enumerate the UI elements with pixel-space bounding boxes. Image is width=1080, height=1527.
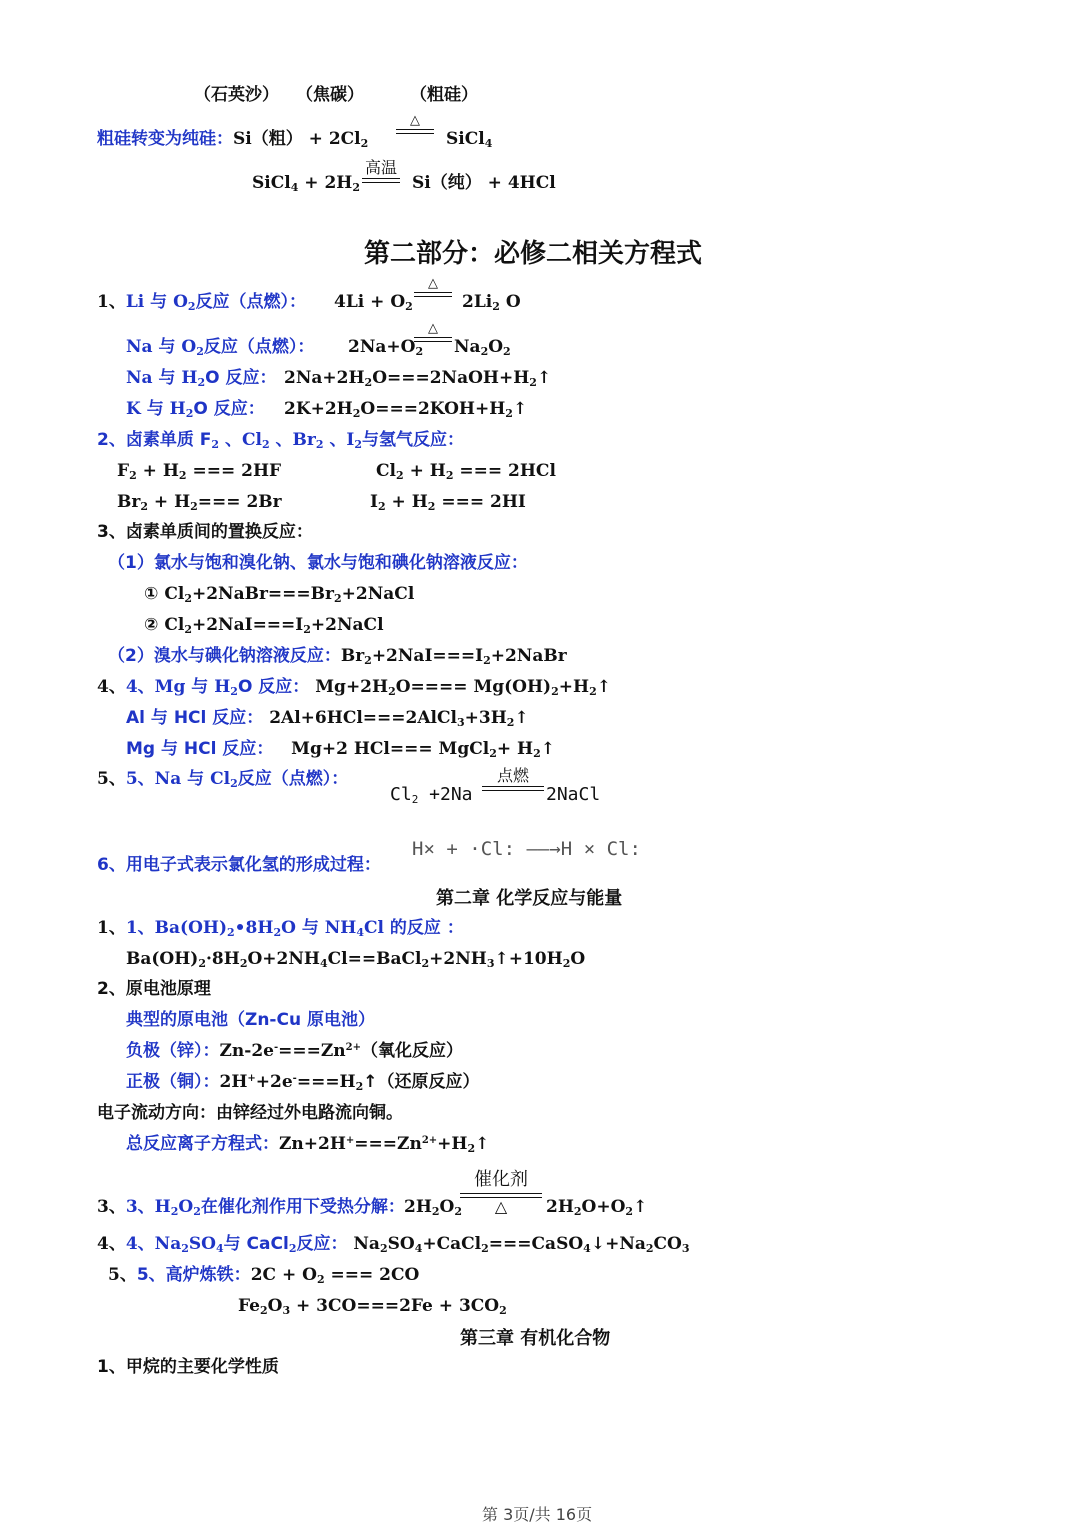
- h2o2-decomp-label: 3、3、$H_2O_2$在催化剂作用下受热分解：: [97, 1197, 405, 1218]
- displacement-title: 3、卤素单质间的置换反应：: [97, 522, 313, 542]
- positive-electrode: 正极（铜）：$2H^++2e^-===H_2↑$（还原反应）: [126, 1072, 480, 1093]
- h2o2-right: $2H_2O+O_2↑$: [546, 1197, 648, 1218]
- chapter3-title: 第三章 有机化合物: [460, 1328, 611, 1349]
- heat-condition-na: △: [414, 322, 452, 342]
- electron-flow: 电子流动方向：由锌经过外电路流向铜。: [97, 1103, 403, 1123]
- negative-electrode: 负极（锌）：$Zn-2e^-===Zn^{2+}$（氧化反应）: [126, 1041, 463, 1061]
- na2so4-cacl2-line: 4、4、$Na_2SO_4$与 CaCl$_2$反应： $Na_2SO_4+CaCl_2===CaSO_4↓+Na_2CO_3$: [97, 1234, 690, 1255]
- total-ionic-eq: 总反应离子方程式：$Zn+2H^+===Zn^{2+}+H_2↑$: [126, 1134, 490, 1155]
- na-h2o-eq: $2Na+2H_2O===2NaOH+H_2↑$: [284, 368, 552, 389]
- na-cl2-label: 5、5、Na 与 $Cl_2$反应（点燃）：: [97, 769, 349, 790]
- i2-h2-eq: $I_2 + H_2$ === 2HI: [370, 492, 526, 513]
- na-o2-right: $Na_2O_2$: [454, 337, 511, 358]
- label-quartz-sand: （石英沙）: [194, 85, 279, 105]
- displacement-sub1: （1）氯水与饱和溴化钠、氯水与饱和碘化钠溶液反应：: [108, 553, 528, 573]
- al-hcl-line: Al 与 HCl 反应： $2Al+6HCl===2AlCl_3+3H_2↑$: [126, 708, 529, 729]
- baoh2-nh4cl-eq: $Ba(OH)_2\cdot 8H_2O+2NH_4Cl==BaCl_2+2NH_3↑+10H_2O$: [126, 949, 586, 970]
- h2o2-left: $2H_2O_2$: [404, 1197, 463, 1218]
- heat-condition-li: △: [414, 277, 452, 297]
- page-footer: 第 3页/共 16页: [482, 1505, 593, 1524]
- cl2-nai-eq: ② $Cl_2+2NaI===I_2+2NaCl$: [144, 615, 384, 636]
- sicl4-left: Si（粗） + 2Cl: [233, 129, 361, 149]
- heat-condition-sicl4: △: [396, 114, 434, 134]
- sicl4-label: 粗硅转变为纯硅：: [97, 129, 233, 149]
- sicl4-right: SiCl$_4$: [446, 129, 493, 150]
- cl2-nabr-eq: ① $Cl_2+2NaBr===Br_2+2NaCl$: [144, 584, 415, 605]
- high-temp-condition: 高温: [362, 160, 400, 183]
- mg-hcl-line: Mg 与 HCl 反应： Mg+2 HCl=== MgCl$_2$+ $H_2↑$: [126, 739, 556, 760]
- na-cl2-left: $Cl_2 +2Na$: [390, 784, 473, 806]
- heat-label: △: [494, 1197, 508, 1216]
- halogen-hydrogen-title: 2、卤素单质 $F_2$ 、$Cl_2$ 、$Br_2$ 、$I_2$与氢气反应：: [97, 430, 465, 451]
- fe2o3-co-eq: $Fe_2O_3 + 3CO===2Fe + 3CO_2$: [238, 1296, 507, 1317]
- li-o2-left: $4Li + O_2$: [334, 292, 413, 313]
- k-h2o-line: K 与 $H_2O$ 反应：: [126, 399, 265, 420]
- li-o2-right: $2Li_2$ O: [462, 292, 521, 313]
- na-o2-line: Na 与 $O_2$反应（点燃）：: [126, 337, 315, 358]
- br2-h2-eq: $Br_2 + H_2=== 2Br$: [117, 492, 282, 513]
- label-crude-silicon: （粗硅）: [410, 85, 478, 105]
- hcl-electron-label: 6、用电子式表示氯化氢的形成过程：: [97, 855, 381, 875]
- galvanic-title: 2、原电池原理: [97, 979, 211, 999]
- h2-reduction-right: Si（纯） + 4HCl: [412, 173, 556, 193]
- na-h2o-line: Na 与 $H_2O$ 反应：: [126, 368, 277, 389]
- li-o2-line: 1、Li 与 $O_2$反应（点燃）：: [97, 292, 307, 313]
- galvanic-typical: 典型的原电池（Zn-Cu 原电池）: [126, 1010, 375, 1030]
- cl2-h2-eq: $Cl_2 + H_2$ === 2HCl: [376, 461, 556, 482]
- na-cl2-right: 2NaCl: [546, 784, 601, 805]
- catalyst-label: 催化剂: [474, 1169, 528, 1190]
- methane-title: 1、甲烷的主要化学性质: [97, 1357, 279, 1377]
- baoh2-nh4cl-label: 1、1、$Ba(OH)_2•8H_2O$ 与 $NH_4Cl$ 的反应 ：: [97, 918, 464, 939]
- h2-reduction-left: SiCl$_4$ + $2H_2$: [252, 173, 361, 194]
- na-o2-left: $2Na+O_2$: [348, 337, 424, 358]
- mg-h2o-line: 4、4、Mg 与 $H_2O$ 反应： $Mg+2H_2O====$ $Mg(OH)_2+H_2↑$: [97, 677, 611, 698]
- f2-h2-eq: $F_2 + H_2$ === 2HF: [117, 461, 282, 482]
- k-h2o-eq: $2K+2H_2O===2KOH+H_2↑$: [284, 399, 528, 420]
- catalyst-condition: [460, 1170, 542, 1216]
- label-coke: （焦碳）: [296, 85, 364, 105]
- hcl-electron-formula: H× + ·Cl: ——→H × Cl:: [412, 838, 641, 860]
- sicl4-reaction-line: 粗硅转变为纯硅：Si（粗） + $2Cl_2$: [97, 129, 369, 150]
- ignite-condition: 点燃: [482, 768, 544, 791]
- br2-nai-line: （2）溴水与碘化钠溶液反应：$Br_2+2NaI===I_2+2NaBr$: [108, 646, 567, 667]
- part-title: 第二部分：必修二相关方程式: [364, 239, 703, 269]
- blast-furnace-line: 5、5、高炉炼铁：$2C + O_2$ === 2CO: [108, 1265, 420, 1286]
- chapter2-title: 第二章 化学反应与能量: [436, 888, 623, 909]
